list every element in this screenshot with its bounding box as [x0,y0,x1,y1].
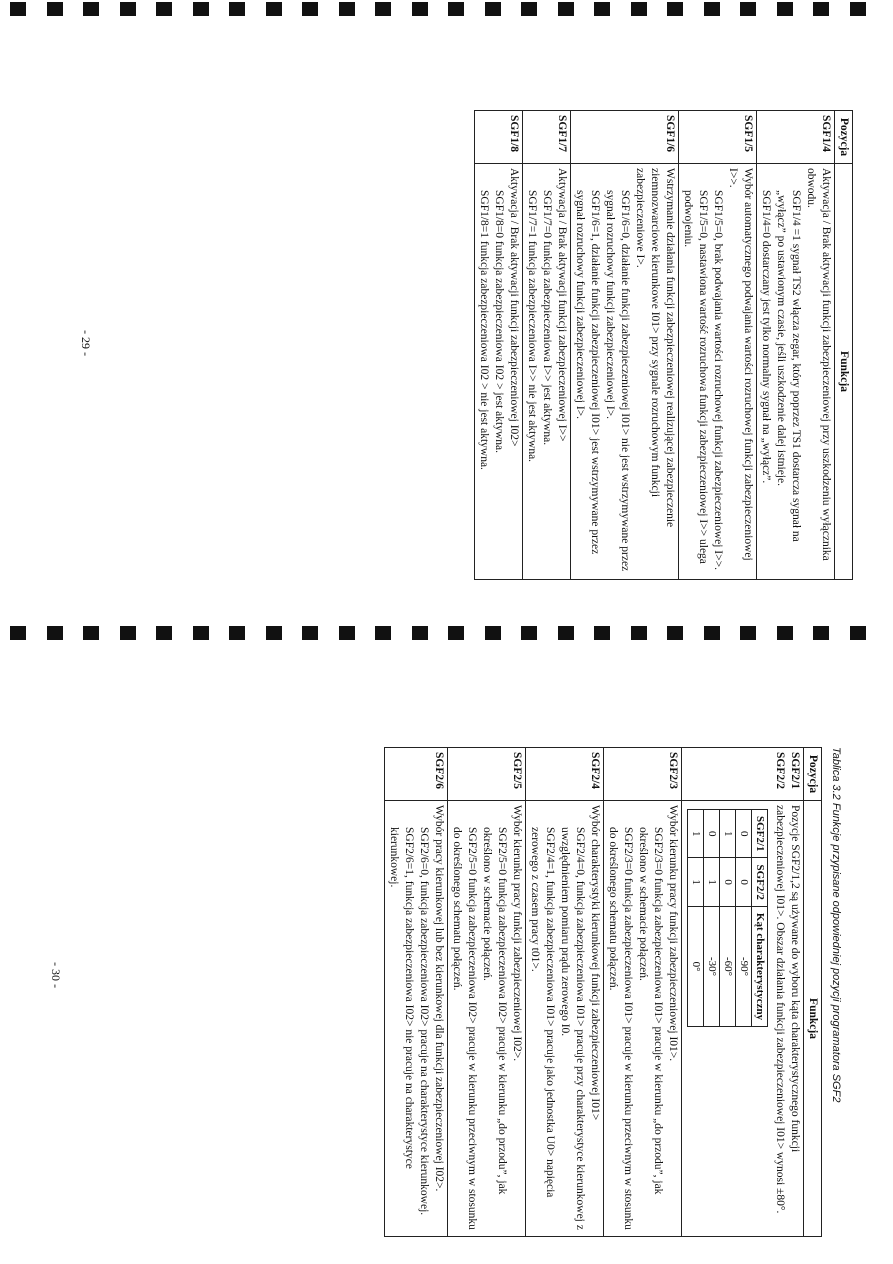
table-row [682,748,804,1237]
function-line: SGF2/5=0 funkcja zabezpieczeniowa I02> pracuje w kierunku „do przodu”, jak określono w schemacie połączeń. [481,827,508,1195]
position-cell: SGF2/4 [526,748,604,801]
table-caption: Tablica 3.2 Funkcje przypisane odpowiedniej pozycji programatora SGF2 [830,747,842,1103]
characteristic-angle-table [687,809,768,1027]
function-cell [385,801,448,1237]
position-cell: SGF1/6 [571,111,679,164]
function-line: SGF1/8=0 funkcja zabezpieczeniowa I02 > jest aktywna. [493,190,505,454]
function-cell [475,164,523,580]
function-line: Aktywacja / Brak aktywacji funkcji zabezpieczeniowej I02> [508,168,520,447]
page-29 [0,0,893,600]
table-row [523,111,571,580]
inner-cell: 1 [688,810,704,858]
function-cell [679,164,757,580]
position-cell: SGF2/3 [604,748,682,801]
inner-row [720,810,736,1027]
function-line: SGF1/7=0 funkcja zabezpieczeniowa I>> jest aktywna. [541,190,553,446]
column-header-function: Funkcja [804,801,822,1237]
function-line: SGF2/4=0, funkcja zabezpieczeniowa I01> pracuje przy charakterystyce kierunkowej z uwzględnieniem pomiaru prądu zerowego I0. [559,827,586,1230]
page-number-29: - 29 - [79,330,93,356]
page-number-30: - 30 - [49,962,63,988]
table-row [604,748,682,1237]
function-cell [604,801,682,1237]
table-row [526,748,604,1237]
function-line: SGF2/6=1, funkcja zabezpieczeniowa I02> nie pracuje na charakterystyce kierunkowej. [388,827,415,1169]
function-line: SGF1/4=0 dostarczany jest tylko normalny sygnał na „wyłącz”. [760,190,772,484]
page-30 [0,632,893,1252]
inner-cell: 0 [720,858,736,906]
position-cell: SGF2/6 [385,748,448,801]
position-cell: SGF2/1 SGF2/2 [682,748,804,801]
inner-cell: 0° [688,906,704,1026]
function-line: Aktywacja / Brak aktywacji funkcji zabezpieczeniowej przy uszkodzeniu wyłącznika obwodu. [805,168,832,561]
column-header-function: Funkcja [835,164,853,580]
row-text: Pozycje SGF2/1,2 są używane do wyboru kąta charakterystycznego funkcji zabezpieczeniowej I01>. Obszar działania funkcji zabezpieczeniowej I01> wynosi ±80°. [774,805,801,1214]
inner-row [704,810,720,1027]
function-cell [523,164,571,580]
inner-cell: -60° [720,906,736,1026]
table-row [448,748,526,1237]
function-line: Aktywacja / Brak aktywacji funkcji zabezpieczeniowej I>> [556,168,568,442]
table-row [385,748,448,1237]
function-line: Wybór kierunku pracy funkcji zabezpieczeniowej I01>. [667,805,679,1062]
page-30-table [384,747,822,1237]
page-30-table-body [385,748,804,1237]
function-cell [571,164,679,580]
function-line: SGF1/6=0, działanie funkcji zabezpieczeniowej I01> nie jest wstrzymywane przez sygnał rozruchowy funkcji zabezpieczeniowej I>. [604,190,631,572]
table-row [475,111,523,580]
inner-cell: 1 [704,858,720,906]
function-line: SGF2/3=0 funkcja zabezpieczeniowa I01> pracuje w kierunku przeciwnym w stosunku do określonego schematu połączeń. [607,827,634,1230]
inner-row [736,810,752,1027]
page-30-table-wrap [384,747,843,1237]
table-row [571,111,679,580]
position-cell: SGF1/5 [679,111,757,164]
position-cell: SGF2/5 [448,748,526,801]
table-row [679,111,757,580]
inner-cell: 0 [736,810,752,858]
function-line: SGF1/5=0, nastawiona wartość rozruchowa funkcji zabezpieczeniowej I>> ulega podwojeniu. [682,190,709,564]
inner-header: Kąt charakterystyczny [752,906,768,1026]
function-cell [526,801,604,1237]
function-line: Wybór charakterystyki kierunkowej funkcji zabezpieczeniowej I01> [589,805,601,1121]
column-header-position: Pozycja [835,111,853,164]
function-line: SGF1/7=1 funkcja zabezpieczeniowa I>> nie jest aktywna. [526,190,538,463]
table-row [757,111,835,580]
inner-cell: 0 [704,810,720,858]
function-line: SGF2/5=0 funkcja zabezpieczeniowa I02> pracuje w kierunku przeciwnym w stosunku do określonego schematu połączeń. [451,827,478,1230]
inner-cell: -90° [736,906,752,1026]
function-line: SGF1/8=1 funkcja zabezpieczeniowa I02 > nie jest aktywna. [478,190,490,470]
function-cell [682,801,804,1237]
function-line: Wstrzymanie działania funkcji zabezpieczeniowej realizującej zabezpieczenie ziemnozwarciowe kierunkowe I01> przy sygnale rozruchowym funkcji zabezpieczeniowe I>. [634,168,676,528]
function-line: SGF1/4 =1 sygnał TS2 włącza zegar, który poprzez TS1 dostarcza sygnał na „wyłącz” po ustawionym czasie, jeśli uszkodzenie dalej istnieje. [775,190,802,542]
inner-row [688,810,704,1027]
position-cell: SGF1/4 [757,111,835,164]
function-cell [448,801,526,1237]
inner-cell: 1 [688,858,704,906]
column-header-position: Pozycja [804,748,822,801]
position-cell: SGF1/7 [523,111,571,164]
page-29-table-body [475,111,835,580]
position-cell: SGF1/8 [475,111,523,164]
function-line: SGF1/6=1, działanie funkcji zabezpieczeniowej I01> jest wstrzymywane przez sygnał rozruchowy funkcji zabezpieczeniowej I>. [574,190,601,555]
function-cell [757,164,835,580]
inner-header: SGF2/2 [752,858,768,906]
function-line: Wybór pracy kierunkowej lub bez kierunkowej dla funkcji zabezpieczeniowej I02>. [433,805,445,1192]
inner-cell: -30° [704,906,720,1026]
function-line: SGF2/4=1, funkcja zabezpieczeniowa I01> pracuje jako jednostka U0> napięcia zerowego z czasem pracy t01>. [529,827,556,1198]
inner-cell: 1 [720,810,736,858]
function-line: SGF2/3=0 funkcja zabezpieczeniowa I01> pracuje w kierunku „do przodu”, jak określono w schemacie połączeń. [637,827,664,1195]
page-29-table-wrap [474,110,853,580]
function-line: SGF1/5=0, brak podwajania wartości rozruchowej funkcji zabezpieczeniowej I>>. [712,190,724,570]
inner-header: SGF2/1 [752,810,768,858]
page-29-table [474,110,853,580]
function-line: Wybór kierunku pracy funkcji zabezpieczeniowej I02>. [511,805,523,1062]
function-line: Wybór automatycznego podwajania wartości rozruchowej funkcji zabezpieczeniowej I>>. [727,168,754,561]
function-line: SGF2/6=0, funkcja zabezpieczeniowa I02> pracuje na charakterystyce kierunkowej. [418,827,430,1216]
inner-cell: 0 [736,858,752,906]
